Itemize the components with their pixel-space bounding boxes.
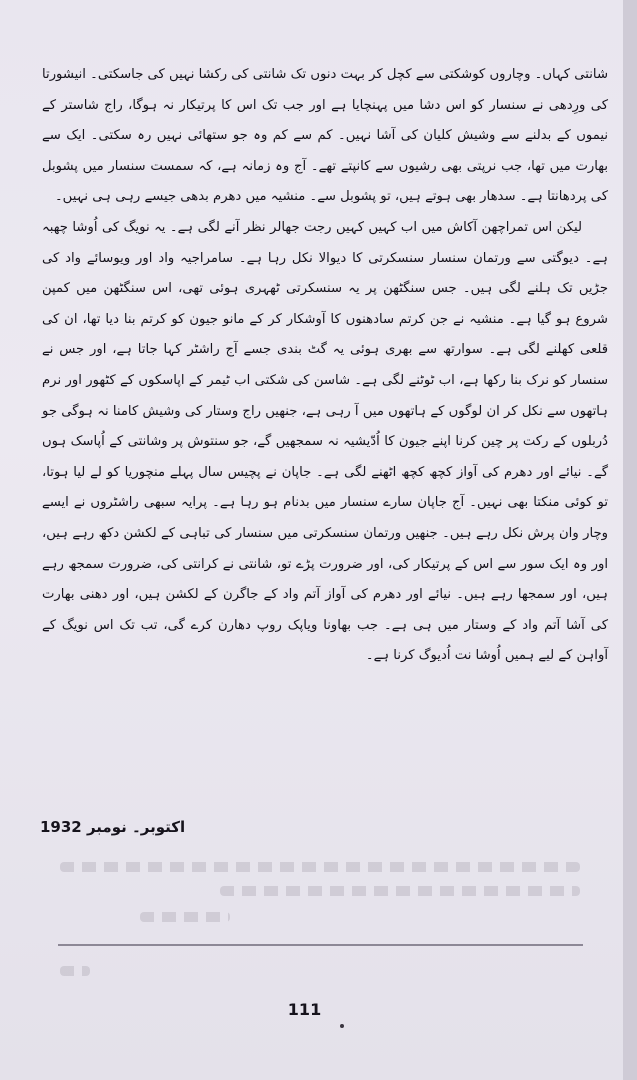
bleed-through-text xyxy=(220,886,580,896)
date-signature: اکتوبر۔ نومبر 1932 xyxy=(40,818,186,836)
paragraph-1: شانتی کہاں۔ وچاروں کوشکتی سے کچل کر بہت دنوں تک شانتی کی رکشا نہیں کی جاسکتی۔ انیشورتا کی ورِدھی نے سنسار کو اس دشا میں پہنچایا ہے اور جب تک اس کا پرتیکار نہ ہوگا، راج شاستر کے نیموں کے بدلنے سے وشیش کلیان کی آشا نہیں۔ کم سے کم وہ جو ستھائی نہیں رہ سکتی۔ ایک سے بھارت میں تھا، جب نرپتی بھی رشیوں سے کانپتے تھے۔ آج وہ زمانہ ہے، کہ سمست سنسار میں پشوبل کی پردھانتا ہے۔ سدھار بھی ہوتے ہیں، تو پشوبل سے۔ منشیہ میں دھرم بدھی جیسے رہی ہی نہیں۔ xyxy=(42,67,608,205)
body-text xyxy=(42,60,608,672)
ink-speck xyxy=(340,1024,344,1028)
bleed-through-text xyxy=(140,912,230,922)
bleed-through-text xyxy=(60,862,580,872)
bleed-through-text xyxy=(60,966,90,976)
footer-divider xyxy=(58,944,583,946)
paragraph-2: لیکن اس تمراچھن آکاش میں اب کہیں کہیں رجت جھالر نظر آنے لگی ہے۔ یہ نویگ کی اُوشا چھبہ ہے۔ دیوگتی سے ورتمان سنسار سنسکرتی کا دیوالا نکل رہا ہے۔ سامراجیہ واد اور ویوسائے واد کی جڑیں تک ہلنے لگی ہیں۔ جس سنگٹھن پر یہ سنسکرتی ٹھہری ہوئی تھی، اس سنگٹھن میں کمپن شروع ہو گیا ہے۔ منشیہ نے جن کرتم سادھنوں کا آوشکار کر کے مانو جیون کو کرتم بنا دیا تھا، ان کی قلعی کھلنے لگی ہے۔ سوارتھ سے بھری ہوئی یہ گٹ بندی جسے آج راشٹر کہا جاتا ہے، اور جس نے سنسار کو نرک بنا رکھا ہے، اب ٹوٹنے لگی ہے۔ شاسن کی شکتی اب ٹیمر کے اپاسکوں کے کٹھور اور نرم ہاتھوں سے نکل کر ان لوگوں کے ہاتھوں میں آ رہی ہے، جنھیں راج وستار کی وشیش کامنا نہ ہوگی جو دُربلوں کے رکت پر چین کرنا اپنے جیون کا اُدّیشیہ نہ سمجھیں گے، جو سنتوش پر وشانتی کے اُپاسک ہوں گے۔ نیائے اور دھرم کی آواز کچھ کچھ اٹھنے لگی ہے۔ جاپان نے پچیس سال پہلے منچوریا کو لے لیا ہوتا، تو کوئی منکتا بھی نہیں۔ آج جاپان سارے سنسار میں بدنام ہو رہا ہے۔ پرایہ سبھی راشٹروں نے ایسے وچار وان پرش نکل رہے ہیں۔ جنھیں ورتمان سنسکرتی میں سنسار کی تباہی کے لکشن دکھ رہے ہیں، اور وہ ایک سور سے اس کے پرتیکار کی، اور ضرورت پڑے تو، شانتی نے کرانتی کی، ضرورت سمجھ رہے ہیں، اور سمجھا رہے ہیں۔ نیائے اور دھرم کی آواز آتم واد کے جاگرن کے لکشن ہیں، اور دھنی بھارت کی آشا آتم واد کے وستار میں ہی ہے۔ جب بھاونا ویاپک روپ دھارن کرے گی، تب تک اس نویگ کے آواہن کے لیے ہمیں اُوشا نت اُدیوگ کرنا ہے۔ xyxy=(42,219,608,664)
page-number: 111 xyxy=(287,1000,322,1019)
